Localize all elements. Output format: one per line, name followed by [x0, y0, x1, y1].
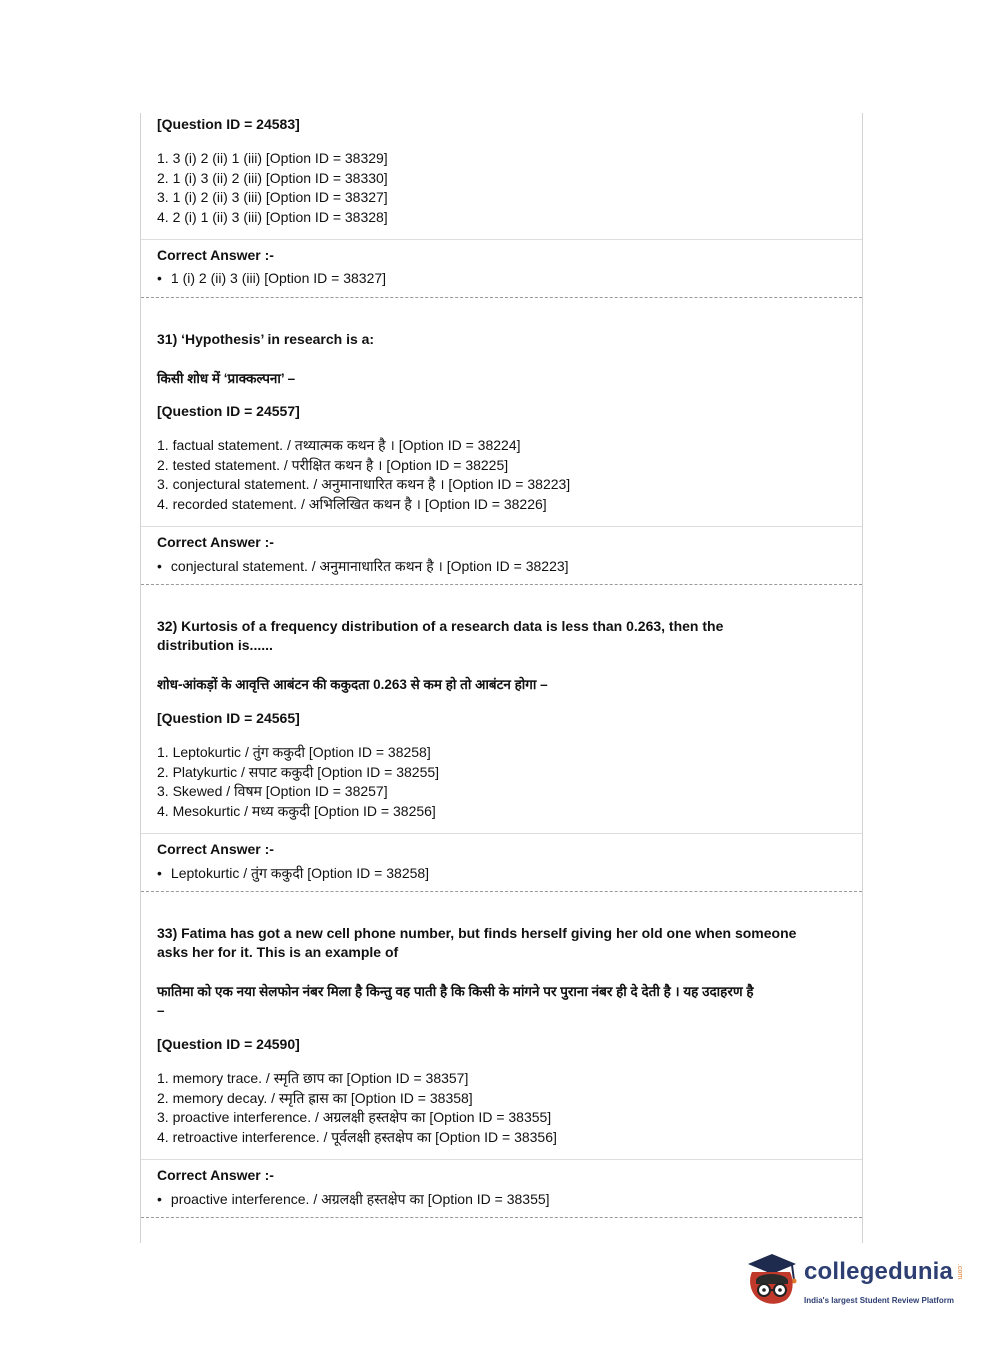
correct-answer-list: [157, 557, 847, 576]
option: 2. Platykurtic / सपाट ककुदी [Option ID = 38255]: [157, 763, 440, 780]
question-separator: [141, 297, 862, 298]
option: 3. proactive interference. / अग्रलक्षी हस्तक्षेप का [Option ID = 38355]: [157, 1109, 552, 1126]
correct-answer: • conjectural statement. / अनुमानाधारित कथन है । [Option ID = 38223]: [157, 557, 847, 576]
correct-answer-label: Correct Answer :-: [157, 534, 274, 550]
correct-answer: • Leptokurtic / तुंग ककुदी [Option ID = 38258]: [157, 864, 847, 883]
correct-answer-label: Correct Answer :-: [157, 1167, 274, 1183]
graduate-mascot-icon: [742, 1250, 802, 1310]
question-title-line: 32) Kurtosis of a frequency distribution of a research data is less than 0.263, then the: [157, 618, 724, 634]
option: 1. 3 (i) 2 (ii) 1 (iii) [Option ID = 38329]: [157, 150, 388, 166]
correct-answer-label: Correct Answer :-: [157, 841, 274, 857]
option: 2. 1 (i) 3 (ii) 2 (iii) [Option ID = 38330]: [157, 169, 388, 186]
option: 1. Leptokurtic / तुंग ककुदी [Option ID = 38258]: [157, 744, 431, 760]
question-hindi-line: –: [157, 1003, 165, 1018]
options-list: [157, 149, 847, 227]
question-id: [Question ID = 24590]: [157, 1036, 300, 1052]
option: 4. recorded statement. / अभिलिखित कथन है । [Option ID = 38226]: [157, 495, 547, 512]
question-hindi-line: फातिमा को एक नया सेलफोन नंबर मिला है किन्तु वह पाती है कि किसी के मांगने पर पुराना नंबर ही दे देती है । यह उदाहरण है: [157, 984, 754, 999]
logo-suffix: .com: [956, 1264, 963, 1280]
option: 2. memory decay. / स्मृति ह्रास का [Option ID = 38358]: [157, 1089, 473, 1106]
divider: [141, 526, 862, 527]
option: 2. tested statement. / परीक्षित कथन है । [Option ID = 38225]: [157, 456, 509, 473]
question-id: [Question ID = 24565]: [157, 710, 300, 726]
divider: [141, 833, 862, 834]
question-title-line: distribution is......: [157, 637, 273, 653]
question-id: [Question ID = 24583]: [157, 116, 300, 132]
question-hindi: किसी शोध में ‘प्राक्कल्पना’ –: [157, 371, 296, 386]
correct-answer-list: [157, 270, 847, 286]
correct-answer: • proactive interference. / अग्रलक्षी हस्तक्षेप का [Option ID = 38355]: [157, 1190, 847, 1209]
option: 4. retroactive interference. / पूर्वलक्षी हस्तक्षेप का [Option ID = 38356]: [157, 1128, 557, 1145]
question-title: 31) ‘Hypothesis’ in research is a:: [157, 331, 375, 347]
question-hindi: शोध-आंकड़ों के आवृत्ति आबंटन की ककुदता 0.263 से कम हो तो आबंटन होगा –: [157, 677, 548, 692]
question-id: [Question ID = 24557]: [157, 403, 300, 419]
question-hindi: [157, 982, 847, 1020]
question-separator: [141, 584, 862, 585]
option: 3. 1 (i) 2 (ii) 3 (iii) [Option ID = 38327]: [157, 189, 388, 206]
question-title: [157, 924, 847, 962]
divider: [141, 1159, 862, 1160]
option: 4. Mesokurtic / मध्य ककुदी [Option ID = 38256]: [157, 802, 436, 819]
options-list: [157, 1069, 847, 1147]
question-frame: [140, 113, 863, 1243]
option: 4. 2 (i) 1 (ii) 3 (iii) [Option ID = 38328]: [157, 208, 388, 225]
correct-answer: • 1 (i) 2 (ii) 3 (iii) [Option ID = 38327]: [157, 270, 847, 286]
correct-answer-list: [157, 1190, 847, 1209]
question-separator: [141, 1217, 862, 1218]
correct-answer-list: [157, 864, 847, 883]
question-title-line: 33) Fatima has got a new cell phone number, but finds herself giving her old one when someone: [157, 925, 797, 941]
option: 3. Skewed / विषम [Option ID = 38257]: [157, 783, 388, 800]
option: 1. memory trace. / स्मृति छाप का [Option ID = 38357]: [157, 1070, 469, 1086]
options-list: [157, 436, 847, 514]
divider: [141, 239, 862, 240]
question-title-line: asks her for it. This is an example of: [157, 944, 399, 960]
option: 1. factual statement. / तथ्यात्मक कथन है । [Option ID = 38224]: [157, 437, 521, 453]
question-separator: [141, 891, 862, 892]
option: 3. conjectural statement. / अनुमानाधारित कथन है । [Option ID = 38223]: [157, 476, 571, 493]
question-title: [157, 617, 847, 655]
logo-wordmark: collegedunia: [804, 1258, 954, 1285]
options-list: [157, 743, 847, 821]
collegedunia-logo: [742, 1250, 972, 1312]
logo-tagline: India's largest Student Review Platform: [804, 1296, 954, 1305]
correct-answer-label: Correct Answer :-: [157, 247, 274, 263]
